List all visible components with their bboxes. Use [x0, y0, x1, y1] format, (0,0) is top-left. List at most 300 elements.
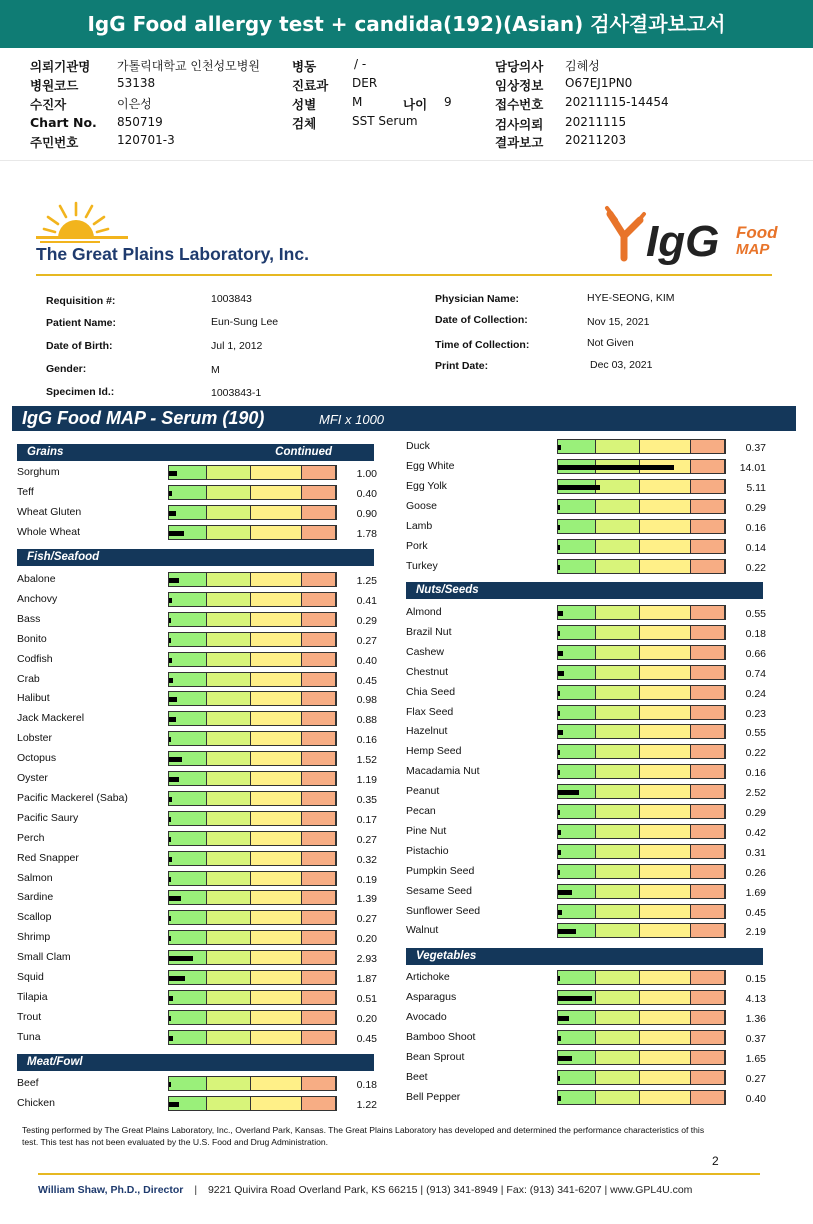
bar-zone: [691, 1091, 725, 1104]
food-name: Pumpkin Seed: [406, 864, 475, 877]
bar-zone: [302, 1031, 336, 1044]
level-bar: [168, 1096, 337, 1111]
bar-zone: [558, 1031, 596, 1044]
level-bar: [168, 731, 337, 746]
bar-zone: [640, 480, 691, 493]
level-bar: [557, 519, 726, 534]
food-name: Peanut: [406, 785, 440, 798]
food-name: Wheat Gluten: [17, 506, 82, 518]
result-row: [17, 811, 397, 829]
level-bar: [557, 1030, 726, 1045]
level-fill: [169, 638, 171, 643]
bar-zone: [169, 486, 207, 499]
food-value: 1.22: [356, 1099, 377, 1111]
bar-zone: [691, 440, 725, 453]
print-date-label: Print Date:: [435, 360, 489, 372]
bar-zone: [640, 520, 691, 533]
page-number: 2: [712, 1154, 719, 1168]
bar-zone: [169, 1011, 207, 1024]
print-date-value: Dec 03, 2021: [590, 359, 653, 371]
requested-label: 검사의뢰: [495, 117, 544, 132]
bar-zone: [207, 486, 251, 499]
food-value: 1.36: [745, 1013, 766, 1025]
food-name: Turkey: [406, 560, 438, 572]
food-value: 0.35: [356, 793, 377, 806]
bar-zone: [640, 1071, 691, 1084]
result-row: [406, 645, 786, 663]
food-name: Scallop: [17, 911, 52, 924]
bar-zone: [302, 872, 336, 885]
specimen-value: SST Serum: [352, 114, 418, 128]
clinical-value: O67EJ1PN0: [565, 76, 633, 90]
result-row: [17, 1010, 397, 1028]
food-name: Sorghum: [17, 466, 60, 478]
result-row: [17, 1096, 397, 1114]
food-value: 1.25: [356, 575, 377, 587]
bar-zone: [596, 905, 640, 918]
bar-zone: [640, 825, 691, 838]
level-bar: [557, 764, 726, 779]
level-bar: [168, 465, 337, 480]
doctor-value: 김혜성: [565, 59, 600, 73]
bar-zone: [691, 606, 725, 619]
disclaimer-note: Testing performed by The Great Plains Laboratory, Inc., Overland Park, Kansas. The Great Plains Laboratory has developed and determined the performance characteristics of this test. This test has not been evaluated by the U.S. Food and Drug Administration.: [22, 1125, 705, 1147]
result-row: [17, 672, 397, 690]
result-row: [17, 1076, 397, 1094]
level-bar: [168, 930, 337, 945]
food-value: 5.11: [746, 482, 766, 494]
food-name: Bass: [17, 612, 41, 625]
result-row: [17, 505, 397, 523]
bar-zone: [169, 613, 207, 626]
food-name: Bamboo Shoot: [406, 1031, 476, 1043]
bar-zone: [251, 613, 302, 626]
level-fill: [558, 976, 560, 981]
ward-label: 병동: [292, 59, 317, 74]
divider: [0, 160, 813, 161]
antibody-icon: [607, 208, 644, 258]
result-row: [17, 930, 397, 948]
category-nuts: [406, 582, 763, 599]
bar-zone: [251, 852, 302, 865]
level-bar: [168, 505, 337, 520]
bar-zone: [302, 692, 336, 705]
food-name: Trout: [17, 1010, 42, 1023]
food-name: Artichoke: [406, 971, 450, 983]
level-fill: [558, 1056, 572, 1061]
level-bar: [557, 990, 726, 1005]
food-name: Sunflower Seed: [406, 904, 481, 917]
bar-zone: [596, 666, 640, 679]
level-bar: [557, 904, 726, 919]
food-value: 1.87: [356, 973, 377, 985]
gender-value: M: [211, 364, 220, 376]
level-bar: [168, 612, 337, 627]
result-row: [17, 990, 397, 1008]
reported-value: 20211203: [565, 133, 627, 147]
bar-zone: [596, 500, 640, 513]
bar-zone: [302, 712, 336, 725]
level-fill: [169, 737, 171, 742]
bar-zone: [207, 911, 251, 924]
bar-zone: [302, 991, 336, 1004]
bar-zone: [302, 752, 336, 765]
bar-zone: [558, 686, 596, 699]
food-value: 0.42: [745, 826, 766, 839]
food-name: Halibut: [17, 692, 50, 705]
result-row: [17, 910, 397, 928]
physician-label: Physician Name:: [435, 293, 520, 305]
level-bar: [168, 672, 337, 687]
bar-zone: [302, 1077, 336, 1090]
bar-zone: [640, 606, 691, 619]
level-bar: [168, 525, 337, 540]
food-value: 0.27: [356, 833, 377, 846]
level-fill: [558, 1016, 569, 1021]
food-value: 2.19: [745, 926, 766, 939]
bar-zone: [207, 506, 251, 519]
bar-zone: [251, 812, 302, 825]
food-value: 1.52: [356, 754, 377, 767]
level-fill: [558, 1096, 561, 1101]
food-name: Cashew: [406, 645, 444, 658]
bar-zone: [169, 812, 207, 825]
food-name: Lamb: [406, 520, 433, 532]
food-value: 0.37: [745, 1033, 766, 1045]
bar-zone: [207, 832, 251, 845]
bar-zone: [302, 792, 336, 805]
level-bar: [557, 804, 726, 819]
bar-zone: [691, 924, 725, 937]
continued-label: Continued: [275, 446, 332, 458]
food-name: Chestnut: [406, 665, 449, 678]
result-row: [406, 439, 786, 457]
bar-zone: [169, 1077, 207, 1090]
bar-zone: [169, 732, 207, 745]
bar-zone: [640, 560, 691, 573]
result-row: [17, 652, 397, 670]
bar-zone: [207, 1031, 251, 1044]
food-name: Beet: [406, 1071, 428, 1083]
chart-label: Chart No.: [30, 115, 97, 130]
bar-zone: [596, 626, 640, 639]
food-value: 0.15: [745, 973, 766, 985]
result-row: [406, 625, 786, 643]
food-value: 0.45: [356, 1032, 377, 1045]
level-fill: [558, 711, 560, 716]
bar-zone: [596, 825, 640, 838]
result-row: [17, 871, 397, 889]
food-value: 0.20: [356, 1012, 377, 1025]
bar-zone: [596, 520, 640, 533]
food-value: 0.55: [745, 727, 766, 740]
bar-zone: [691, 560, 725, 573]
food-value: 0.17: [356, 813, 377, 826]
level-bar: [168, 572, 337, 587]
bar-zone: [640, 440, 691, 453]
bar-zone: [302, 911, 336, 924]
result-row: [17, 950, 397, 968]
patient-name-label: Patient Name:: [46, 317, 117, 329]
dob-label: Date of Birth:: [46, 340, 113, 352]
level-bar: [557, 844, 726, 859]
level-bar: [168, 1076, 337, 1091]
requested-value: 20211115: [565, 115, 627, 129]
bar-zone: [640, 924, 691, 937]
food-name: Bean Sprout: [406, 1051, 465, 1063]
result-row: [406, 904, 786, 922]
result-row: [17, 632, 397, 650]
food-name: Tilapia: [17, 990, 48, 1003]
level-fill: [558, 631, 560, 636]
bar-zone: [691, 905, 725, 918]
level-fill: [558, 810, 560, 815]
category-fish: [17, 549, 374, 566]
level-bar: [168, 751, 337, 766]
bar-zone: [640, 646, 691, 659]
bar-zone: [596, 440, 640, 453]
bar-zone: [251, 573, 302, 586]
bar-zone: [302, 951, 336, 964]
food-name: Oyster: [17, 772, 48, 784]
bar-zone: [207, 991, 251, 1004]
bar-zone: [596, 1091, 640, 1104]
bar-zone: [691, 1011, 725, 1024]
food-value: 1.39: [356, 893, 377, 906]
food-name: Hemp Seed: [406, 745, 462, 758]
level-fill: [558, 890, 572, 895]
food-value: 0.31: [745, 846, 766, 859]
food-value: 2.93: [356, 953, 377, 966]
level-fill: [558, 790, 579, 795]
food-name: Octopus: [17, 752, 57, 765]
food-name: Codfish: [17, 652, 53, 665]
result-row: [406, 824, 786, 842]
bar-zone: [251, 673, 302, 686]
result-row: [406, 1090, 786, 1108]
level-fill: [558, 505, 560, 510]
result-row: [17, 831, 397, 849]
bar-zone: [207, 653, 251, 666]
result-row: [17, 791, 397, 809]
food-name: Anchovy: [17, 592, 58, 605]
food-name: Shrimp: [17, 931, 51, 944]
food-value: 0.29: [745, 502, 766, 514]
bar-zone: [169, 792, 207, 805]
bar-zone: [691, 1071, 725, 1084]
level-bar: [168, 652, 337, 667]
bar-zone: [691, 725, 725, 738]
bar-zone: [302, 653, 336, 666]
bar-zone: [251, 1011, 302, 1024]
bar-zone: [207, 931, 251, 944]
level-bar: [557, 884, 726, 899]
bar-zone: [640, 905, 691, 918]
food-value: 0.20: [356, 933, 377, 946]
food-value: 0.98: [356, 694, 377, 707]
level-bar: [557, 539, 726, 554]
food-value: 1.65: [745, 1053, 766, 1065]
bar-zone: [251, 653, 302, 666]
bar-zone: [596, 646, 640, 659]
bar-zone: [558, 440, 596, 453]
result-row: [406, 784, 786, 802]
bar-zone: [251, 732, 302, 745]
bar-zone: [207, 633, 251, 646]
specimen-label: 검체: [292, 116, 317, 131]
bar-zone: [169, 653, 207, 666]
gold-divider: [36, 274, 772, 276]
bar-zone: [596, 885, 640, 898]
gender-label: Gender:: [46, 363, 87, 375]
level-fill: [169, 531, 184, 536]
bar-zone: [596, 765, 640, 778]
bar-zone: [302, 673, 336, 686]
result-row: [406, 923, 786, 941]
bar-zone: [640, 666, 691, 679]
result-row: [17, 572, 397, 590]
food-name: Perch: [17, 831, 45, 844]
receipt-label: 접수번호: [495, 97, 544, 112]
level-fill: [169, 578, 179, 583]
level-fill: [558, 691, 560, 696]
bar-zone: [251, 633, 302, 646]
bar-zone: [596, 924, 640, 937]
footer-director: William Shaw, Ph.D., Director: [38, 1184, 184, 1196]
result-row: [406, 844, 786, 862]
bar-zone: [302, 633, 336, 646]
ward-value: / -: [354, 57, 367, 71]
bar-zone: [207, 792, 251, 805]
level-bar: [168, 1030, 337, 1045]
food-name: Pistachio: [406, 844, 449, 857]
bar-zone: [207, 971, 251, 984]
result-row: [406, 1030, 786, 1048]
level-bar: [557, 970, 726, 985]
lab-name: The Great Plains Laboratory, Inc.: [36, 244, 309, 264]
food-name: Sardine: [17, 891, 54, 904]
food-name: Walnut: [406, 924, 439, 937]
bar-zone: [558, 560, 596, 573]
level-fill: [169, 471, 177, 476]
bar-zone: [596, 1071, 640, 1084]
food-value: 0.32: [356, 853, 377, 866]
result-row: [406, 744, 786, 762]
bar-zone: [640, 725, 691, 738]
bar-zone: [251, 526, 302, 539]
bar-zone: [558, 865, 596, 878]
level-bar: [168, 851, 337, 866]
bar-zone: [691, 845, 725, 858]
bar-zone: [691, 805, 725, 818]
food-value: 0.37: [745, 442, 766, 454]
age-value: 9: [444, 95, 452, 109]
bar-zone: [302, 971, 336, 984]
level-fill: [169, 797, 172, 802]
collection-date-label: Date of Collection:: [435, 314, 528, 326]
bar-zone: [640, 1031, 691, 1044]
bar-zone: [207, 692, 251, 705]
bar-zone: [640, 1091, 691, 1104]
result-row: [406, 884, 786, 902]
food-value: 0.16: [745, 767, 766, 780]
hospital-code-value: 53138: [117, 76, 156, 90]
bar-zone: [596, 745, 640, 758]
bar-zone: [640, 765, 691, 778]
bar-zone: [691, 626, 725, 639]
bar-zone: [207, 1077, 251, 1090]
bar-zone: [691, 706, 725, 719]
bar-zone: [640, 991, 691, 1004]
food-name: Sesame Seed: [406, 884, 472, 897]
food-name: Egg White: [406, 460, 455, 472]
level-bar: [557, 685, 726, 700]
level-bar: [557, 705, 726, 720]
bar-zone: [251, 593, 302, 606]
food-value: 1.78: [356, 528, 377, 540]
bar-zone: [207, 526, 251, 539]
bar-zone: [251, 692, 302, 705]
bar-zone: [640, 745, 691, 758]
food-name: Flax Seed: [406, 705, 454, 718]
result-row: [17, 1030, 397, 1048]
level-fill: [558, 445, 561, 450]
bar-zone: [691, 865, 725, 878]
bar-zone: [640, 971, 691, 984]
bar-zone: [207, 732, 251, 745]
level-bar: [557, 724, 726, 739]
bar-zone: [640, 626, 691, 639]
level-bar: [168, 711, 337, 726]
footer: [38, 1184, 692, 1196]
result-row: [406, 539, 786, 557]
level-bar: [557, 625, 726, 640]
dept-value: DER: [352, 76, 378, 90]
bar-zone: [558, 825, 596, 838]
food-name: Bonito: [17, 632, 47, 645]
sex-label: 성별: [292, 97, 317, 112]
level-bar: [557, 479, 726, 494]
result-row: [406, 864, 786, 882]
bar-zone: [596, 1031, 640, 1044]
level-fill: [558, 565, 560, 570]
bar-zone: [302, 931, 336, 944]
level-fill: [169, 817, 171, 822]
collection-time-value: Not Given: [587, 337, 634, 349]
level-bar: [557, 824, 726, 839]
level-fill: [558, 671, 564, 676]
food-value: 0.55: [745, 608, 766, 620]
level-bar: [168, 831, 337, 846]
bar-zone: [691, 1031, 725, 1044]
bar-zone: [691, 480, 725, 493]
bar-zone: [558, 765, 596, 778]
req-label: Requisition #:: [46, 295, 116, 307]
hospital-code-label: 병원코드: [30, 78, 79, 93]
bar-zone: [558, 971, 596, 984]
level-fill: [169, 877, 171, 882]
bar-zone: [596, 706, 640, 719]
level-fill: [558, 1036, 561, 1041]
level-bar: [168, 771, 337, 786]
level-fill: [169, 717, 176, 722]
level-fill: [169, 1082, 171, 1087]
level-fill: [169, 896, 181, 901]
bar-zone: [251, 466, 302, 479]
level-fill: [169, 777, 179, 782]
level-fill: [169, 1036, 173, 1041]
bar-zone: [558, 725, 596, 738]
